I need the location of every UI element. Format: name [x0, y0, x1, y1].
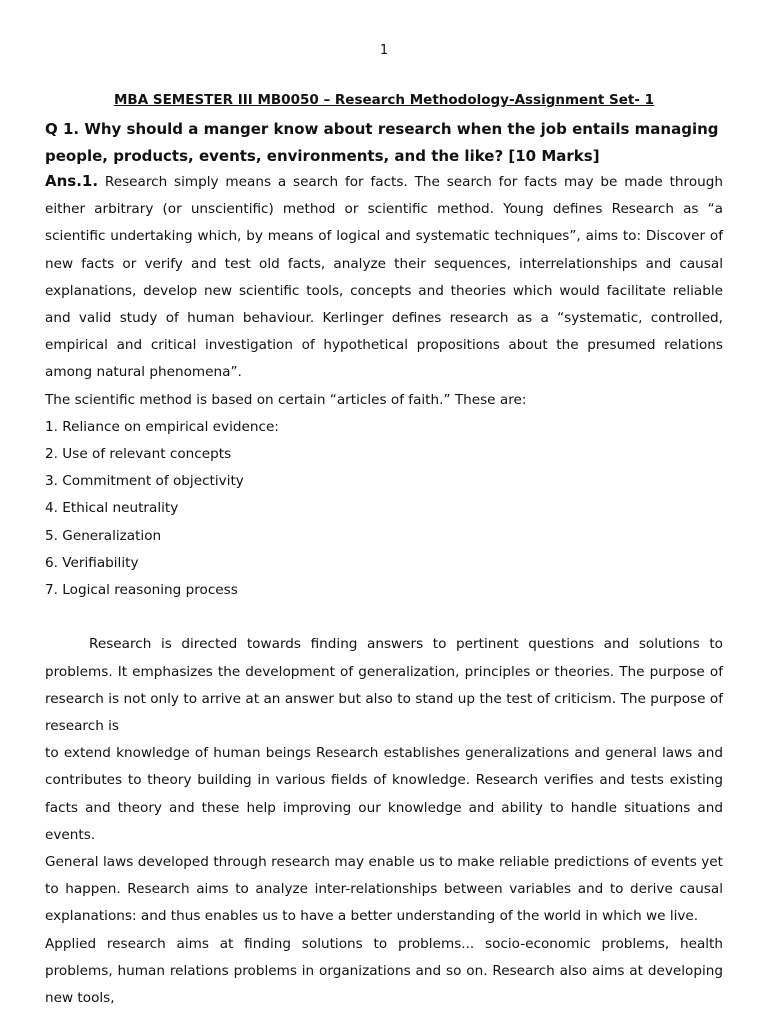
applied-research-paragraph: Applied research aims at finding solutions to problems... socio-economic problems, health problems, human relations problems in organizations and so on. Research also aims at developing new tools, — [45, 935, 723, 1007]
list-item: 2. Use of relevant concepts — [45, 446, 232, 463]
paragraph-gap — [45, 604, 723, 631]
list-item: 1. Reliance on empirical evidence: — [45, 418, 279, 435]
document-title: MBA SEMESTER III MB0050 – Research Methodology-Assignment Set- 1 — [113, 92, 655, 108]
list-item: 6. Verifiability — [45, 554, 139, 571]
list-item: 7. Logical reasoning process — [45, 582, 238, 599]
page-number: 1 — [379, 43, 389, 58]
articles-intro: The scientific method is based on certain “articles of faith.” These are: — [45, 391, 527, 408]
general-laws-paragraph: General laws developed through research may enable us to make reliable predictions of events yet to happen. Research aims to analyze inter-relationships between variables and to derive causal explanations: and thus enables us to have a better understanding of the world in which we live. — [45, 854, 723, 925]
list-item: 4. Ethical neutrality — [45, 500, 179, 517]
question-heading: Q 1. Why should a manger know about research when the job entails managing people, products, events, environments, and the like? [10 Marks] — [45, 120, 719, 165]
purpose-paragraph: Research is directed towards finding answers to pertinent questions and solutions to problems. It emphasizes the development of generalization, principles or theories. The purpose of research is not only to arrive at an answer but also to stand up the test of criticism. The purpose of research is — [45, 636, 723, 735]
answer-paragraph — [45, 168, 723, 387]
articles-list — [45, 414, 723, 604]
document-body — [45, 168, 723, 1012]
answer-text: Research simply means a search for facts. The search for facts may be made through either arbitrary (or unscientific) method or scientific method. Young defines Research as “a scientific undertaking which, by means of logical and systematic techniques”, aims to: Discover of new facts or verify and test old facts, analyze their sequences, interrelationships and causal explanations, develop new scientific tools, concepts and theories which would facilitate reliable and valid study of human behaviour. Kerlinger defines research as a “systematic, controlled, empirical and critical investigation of hypothetical propositions about the presumed relations among natural phenomena”. — [45, 174, 723, 381]
answer-label: Ans.1. — [45, 172, 99, 190]
purpose-paragraph-continued: to extend knowledge of human beings Research establishes generalizations and general laws and contributes to theory building in various fields of knowledge. Research verifies and tests existing facts and theory and these help improving our knowledge and ability to handle situations and events. — [45, 745, 723, 843]
list-item: 5. Generalization — [45, 527, 162, 544]
list-item: 3. Commitment of objectivity — [45, 473, 244, 490]
